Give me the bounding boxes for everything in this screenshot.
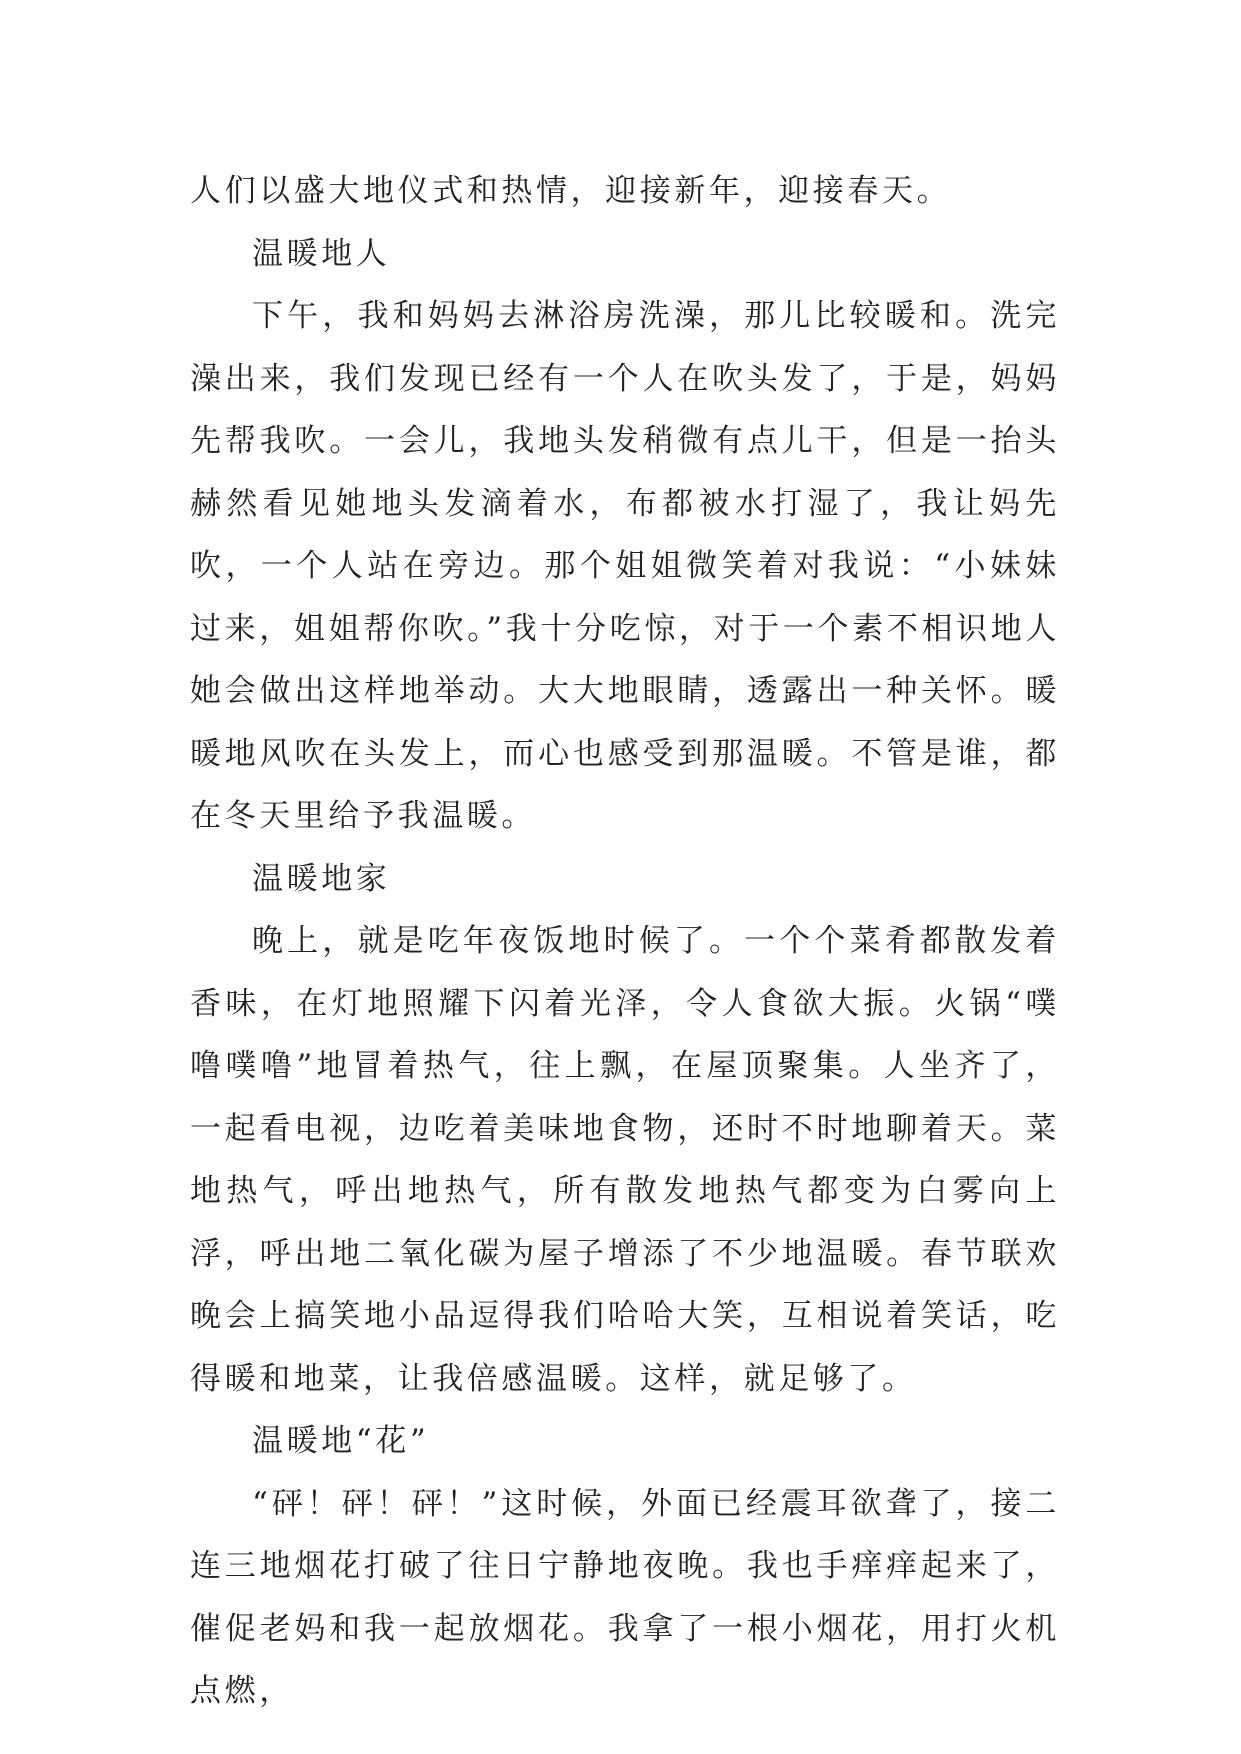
paragraph-warm-home: 晚上，就是吃年夜饭地时候了。一个个菜肴都散发着香味，在灯地照耀下闪着光泽，令人食欲大振。火锅“噗噜噗噜”地冒着热气，往上飘，在屋顶聚集。人坐齐了，一起看电视，边吃着美味地食物，还时不时地聊着天。菜地热气，呼出地热气，所有散发地热气都变为白雾向上浮，呼出地二氧化碳为屋子增添了不少地温暖。春节联欢晚会上搞笑地小品逗得我们哈哈大笑，互相说着笑话，吃得暖和地菜，让我倍感温暖。这样，就足够了。 xyxy=(190,923,1060,1397)
section-heading-warm-home: 温暖地家 xyxy=(252,860,391,897)
paragraph-intro-ending: 人们以盛大地仪式和热情，迎接新年，迎接春天。 xyxy=(190,173,952,209)
section-heading-warm-person: 温暖地人 xyxy=(252,235,391,272)
section-heading-warm-flower: 温暖地“花” xyxy=(252,1423,430,1459)
paragraph-warm-flower: “砰！砰！砰！”这时候，外面已经震耳欲聋了，接二连三地烟花打破了往日宁静地夜晚。我也手痒痒起来了，催促老妈和我一起放烟花。我拿了一根小烟花，用打火机点燃， xyxy=(190,1485,1060,1709)
document-body xyxy=(190,160,1060,1723)
paragraph-warm-person: 下午，我和妈妈去淋浴房洗澡，那儿比较暖和。洗完澡出来，我们发现已经有一个人在吹头发了，于是，妈妈先帮我吹。一会儿，我地头发稍微有点儿干，但是一抬头赫然看见她地头发滴着水，布都被水打湿了，我让妈先吹，一个人站在旁边。那个姐姐微笑着对我说：“小妹妹过来，姐姐帮你吹。”我十分吃惊，对于一个素不相识地人她会做出这样地举动。大大地眼睛，透露出一种关怀。暖暖地风吹在头发上，而心也感受到那温暖。不管是谁，都在冬天里给予我温暖。 xyxy=(190,298,1060,834)
